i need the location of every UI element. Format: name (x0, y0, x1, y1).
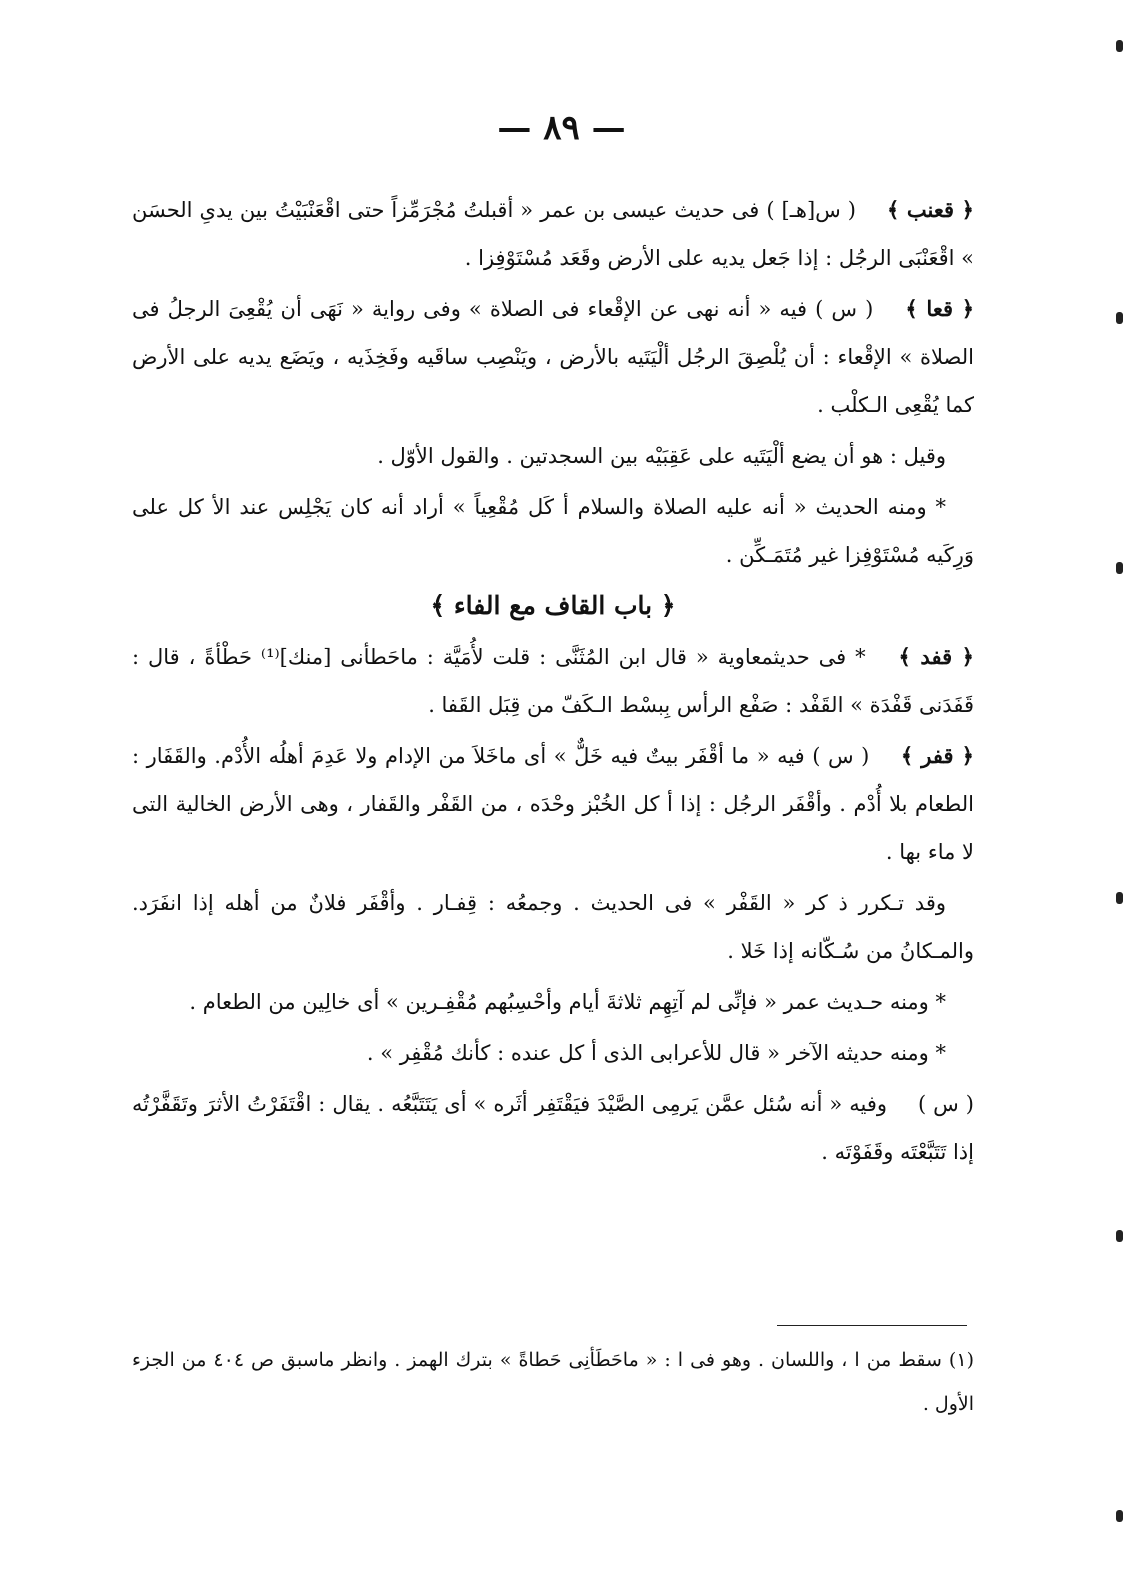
entry-qafar (132, 732, 974, 876)
source-marker: ( س[هـ] ) (766, 198, 856, 222)
paragraph (132, 1080, 974, 1176)
scan-edge-mark (1116, 892, 1123, 904)
entry-text: وفيه « أنه سُئل عمَّن يَرمِى الصَّيْدَ فيَقْتَفِر أثَره » أى يَتَتَبَّعُه . يقال : اقْتَفَرْتُ الأثرَ وتَقَفَّرْتُه إذا تَتَبَّعْتَه وقَفَوْتَه . (132, 1092, 974, 1164)
source-marker: ( س ) (812, 744, 870, 768)
section-heading: ﴿ باب القاف مع الفاء ﴾ (430, 591, 676, 620)
paragraph: * ومنه حـديث عمر « فإنِّى لم آتِهِم ثلاثةَ أيام وأحْسِبُهم مُقْفِـرين » أى خالِين من الطعام . (189, 990, 946, 1014)
entry-text: فى حديث عيسى بن عمر « أقبلتُ مُجْرَمِّزاً حتى اقْعَنْبَيْتُ بين يدىِ الحسَن » اقْعَنْبَى الرجُل : إذا جَعل يديه على الأرض وقَعَد مُسْتَوْفِزا . (132, 198, 974, 270)
entry-head: ﴿ قفر ﴾ (900, 743, 974, 768)
paragraph: * ومنه حديثه الآخر « قال للأعرابى الذى أ كل عنده : كأنك مُقْفِر » . (366, 1041, 946, 1065)
source-marker: ( س ) (815, 297, 874, 321)
entry-qaa (132, 285, 974, 429)
page-number: — ٨٩ — (497, 108, 626, 148)
paragraph: وقيل : هو أن يضع ألْيَتَيه على عَقِبَيْه بين السجدتين . والقول الأوّل . (377, 444, 946, 468)
scan-edge-mark (1116, 1230, 1123, 1242)
entry-text: * فى حديثمعاوية « قال ابن المُثَنَّى : قلت لأُمَيَّة : ماحَطأنى [منك]⁽¹⁾ حَطْأةً ، قال : قَفَدَنى قَفْدَة » القَفْد : صَفْع الرأس بِبسْط الـكَفّ من قِبَل القَفا . (132, 645, 974, 717)
entry-head: ﴿ قعا ﴾ (905, 296, 974, 321)
entry-text: فيه « أنه نهى عن الإقْعاء فى الصلاة » وفى رواية « نَهَى أن يُقْعِىَ الرجلُ فى الصلاة » الإقْعاء : أن يُلْصِقَ الرجُل ألْيَتَيه بالأرض ، ويَنْصِب ساقَيه وفَخِذَيه ، ويَضَع يديه على الأرض كما يُقْعِى الـكلْب . (132, 297, 974, 417)
source-marker: ( س ) (918, 1092, 974, 1116)
footnote-divider (777, 1325, 967, 1326)
entry-text: فيه « ما أقْفَر بيتٌ فيه خَلٌّ » أى ماخَلاَ من الإدام ولا عَدِمَ أهلُه الأُدْم. والقَفَار : الطعام بلا أُدْم . وأقْفَر الرجُل : إذا أ كل الخُبْز وحْدَه ، من القَفْر والقَفار ، وهى الأرض الخالية التى لا ماء بها . (132, 744, 974, 864)
scan-edge-mark (1116, 312, 1123, 324)
entry-qanab (132, 186, 974, 282)
text-body (132, 186, 974, 1179)
paragraph: وقد تـكرر ذ كر « القَفْر » فى الحديث . وجمعُه : قِفـار . وأقْفَر فلانٌ من أهله إذا انفَرَد. والمـكانُ من سُـكّانه إذا خَلا . (132, 891, 974, 963)
scan-edge-mark (1116, 40, 1123, 52)
entry-head: ﴿ قفد ﴾ (898, 644, 974, 669)
footnote-text: (١) سقط من ا ، واللسان . وهو فى ا : « ماحَطَأنِى حَطاةً » بترك الهمز . وانظر ماسبق ص ٤٠٤ من الجزء الأول . (132, 1349, 974, 1415)
scan-edge-mark (1116, 562, 1123, 574)
scan-edge-mark (1116, 1510, 1123, 1522)
entry-qafad (132, 633, 974, 729)
footnote (132, 1338, 974, 1426)
paragraph: * ومنه الحديث « أنه عليه الصلاة والسلام أ كَل مُقْعِياً » أراد أنه كان يَجْلِس عند الأ كل على وَرِكَيه مُسْتَوْفِزا غير مُتَمَـكِّن . (132, 495, 974, 567)
entry-head: ﴿ قعنب ﴾ (886, 197, 974, 222)
